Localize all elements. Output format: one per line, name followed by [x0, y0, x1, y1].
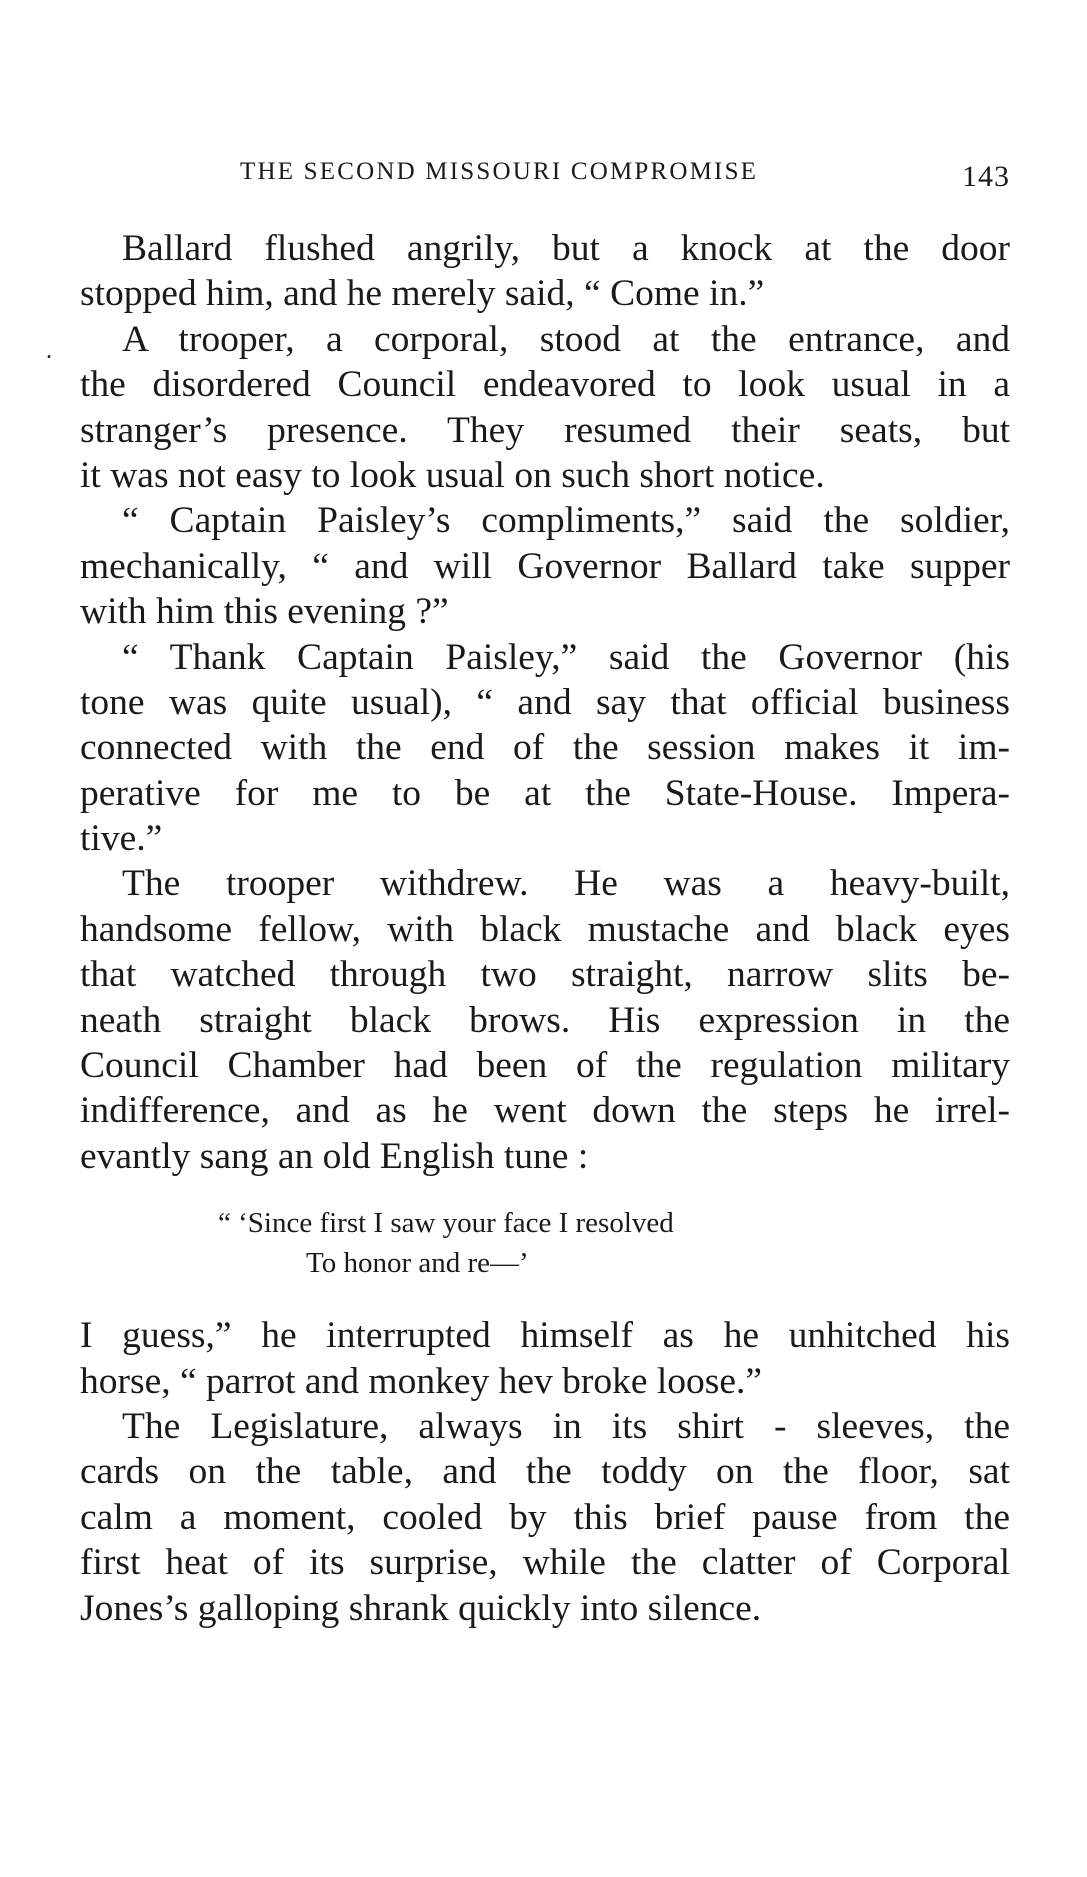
- verse-line: “ ‘Since first I saw your face I resolved: [218, 1207, 674, 1240]
- text-line: first heat of its surprise, while the clatter of Corporal: [80, 1542, 1010, 1584]
- text-line: I guess,” he interrupted himself as he unhitched his: [80, 1315, 1010, 1357]
- text-line: connected with the end of the session makes it im-: [80, 727, 1010, 769]
- verse-quote: [80, 1179, 1010, 1313]
- text-line: tive.”: [80, 818, 163, 860]
- stray-print-mark: .: [46, 338, 52, 364]
- text-line: Jones’s galloping shrank quickly into silence.: [80, 1587, 762, 1629]
- text-line: “ Captain Paisley’s compliments,” said the soldier,: [122, 500, 1010, 542]
- running-head: [80, 158, 1010, 198]
- text-line: stranger’s presence. They resumed their seats, but: [80, 409, 1010, 451]
- text-line: neath straight black brows. His expression in the: [80, 999, 1010, 1041]
- running-title: THE SECOND MISSOURI COMPROMISE: [240, 158, 759, 185]
- body-text: [80, 226, 1010, 1631]
- text-line: stopped him, and he merely said, “ Come in.”: [80, 273, 765, 315]
- text-line: calm a moment, cooled by this brief pause from the: [80, 1496, 1010, 1538]
- text-line: The Legislature, always in its shirt - sleeves, the: [122, 1405, 1010, 1447]
- text-line: Council Chamber had been of the regulation military: [80, 1045, 1010, 1087]
- text-line: tone was quite usual), “ and say that official business: [80, 681, 1010, 723]
- text-line: The trooper withdrew. He was a heavy-built,: [122, 863, 1010, 905]
- text-line: it was not easy to look usual on such short notice.: [80, 454, 825, 496]
- verse-line: To honor and re—’: [306, 1247, 529, 1280]
- text-line: “ Thank Captain Paisley,” said the Governor (his: [122, 636, 1010, 678]
- text-line: mechanically, “ and will Governor Ballard take supper: [80, 545, 1010, 587]
- text-line: with him this evening ?”: [80, 591, 449, 633]
- text-line: Ballard flushed angrily, but a knock at the door: [122, 228, 1010, 269]
- page-number: 143: [962, 160, 1010, 193]
- text-line: that watched through two straight, narrow slits be-: [80, 954, 1010, 996]
- text-line: handsome fellow, with black mustache and black eyes: [80, 908, 1010, 950]
- text-line: perative for me to be at the State-House. Impera-: [80, 772, 1010, 814]
- text-line: cards on the table, and the toddy on the floor, sat: [80, 1451, 1010, 1493]
- text-line: A trooper, a corporal, stood at the entrance, and: [122, 318, 1010, 360]
- text-line: horse, “ parrot and monkey hev broke loose.”: [80, 1360, 763, 1402]
- text-line: indifference, and as he went down the steps he irrel-: [80, 1090, 1010, 1132]
- text-line: the disordered Council endeavored to look usual in a: [80, 364, 1010, 406]
- text-line: evantly sang an old English tune :: [80, 1135, 589, 1177]
